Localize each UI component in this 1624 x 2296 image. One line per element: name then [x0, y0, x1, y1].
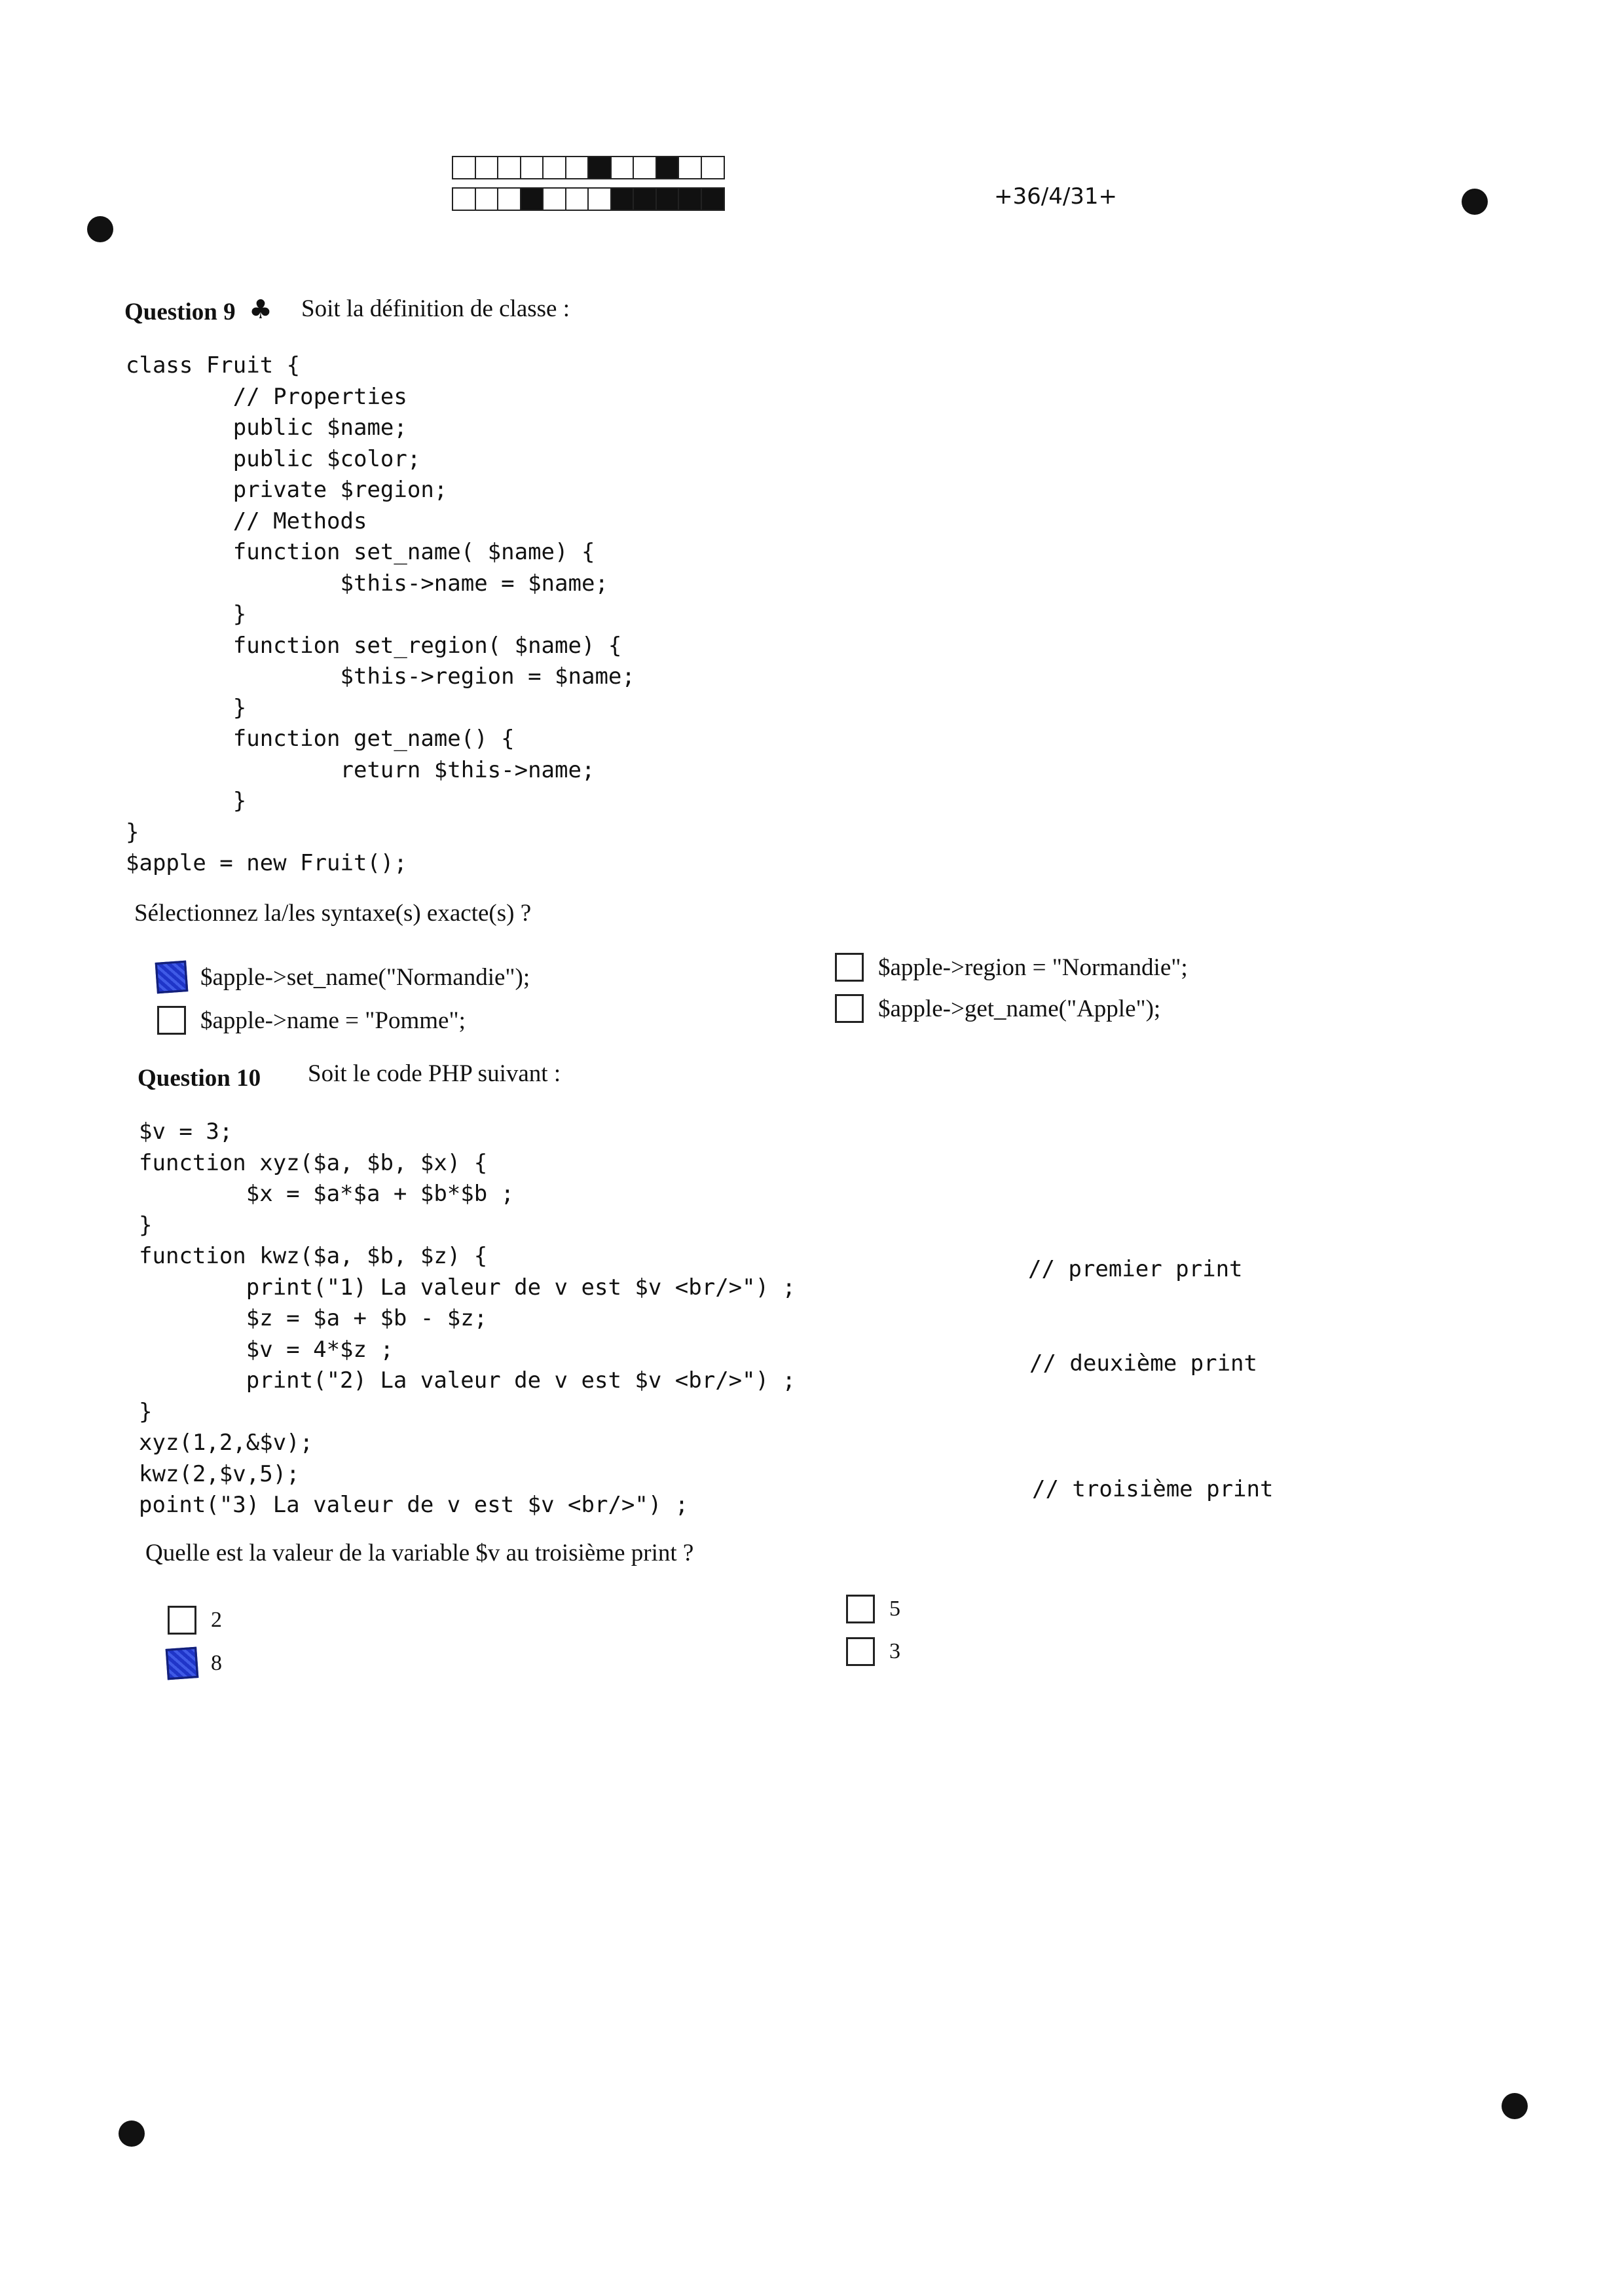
code-line: print("1) La valeur de v est $v <br/>") ; — [139, 1274, 796, 1301]
page-id: +36/4/31+ — [994, 183, 1118, 210]
q10-answer-3[interactable] — [846, 1595, 900, 1623]
code-line: function xyz($a, $b, $x) { — [139, 1149, 488, 1176]
q10-answer-2[interactable] — [168, 1649, 222, 1678]
q9-answer-3[interactable] — [835, 953, 1188, 982]
barcode-cell — [475, 156, 499, 179]
code-line: class Fruit { — [126, 352, 301, 379]
barcode-cell — [633, 187, 657, 211]
barcode-cell — [520, 156, 544, 179]
barcode-cell — [452, 187, 476, 211]
code-line: xyz(1,2,&$v); — [139, 1430, 314, 1456]
barcode-cell — [655, 187, 680, 211]
code-line: $this->region = $name; — [126, 663, 635, 690]
q9-answer-1[interactable] — [157, 963, 530, 991]
answer-label: $apple->region = "Normandie"; — [878, 954, 1188, 981]
barcode-cell — [655, 156, 680, 179]
barcode-cell — [565, 187, 589, 211]
question-10-prompt: Soit le code PHP suivant : — [308, 1060, 561, 1087]
barcode-row-1 — [452, 156, 723, 179]
checkbox[interactable] — [846, 1637, 875, 1666]
barcode-cell — [475, 187, 499, 211]
code-line: } — [126, 819, 139, 845]
question-9-title: Question 9 — [124, 299, 236, 325]
barcode-cell — [497, 156, 521, 179]
code-line: public $color; — [126, 445, 421, 472]
q9-answer-4[interactable] — [835, 994, 1160, 1023]
code-line: public $name; — [126, 415, 407, 441]
code-line: function get_name() { — [126, 726, 515, 752]
code-line: kwz(2,$v,5); — [139, 1460, 300, 1487]
code-line: function kwz($a, $b, $z) { — [139, 1243, 488, 1269]
code-line: } — [139, 1398, 153, 1425]
answer-label: 5 — [889, 1597, 900, 1621]
checkbox[interactable] — [166, 1647, 199, 1680]
question-9-prompt: Soit la définition de classe : — [301, 295, 570, 322]
answer-label: $apple->name = "Pomme"; — [200, 1007, 466, 1034]
comment-premier-print: // premier print — [1028, 1256, 1243, 1282]
code-line: $apple = new Fruit(); — [126, 850, 407, 876]
comment-troisieme-print: // troisième print — [1032, 1476, 1274, 1502]
registration-mark-bottom-left — [119, 2120, 145, 2147]
answer-label: $apple->set_name("Normandie"); — [200, 963, 530, 991]
q10-answer-1[interactable] — [168, 1606, 222, 1635]
answer-label: 8 — [211, 1651, 222, 1675]
barcode-cell — [610, 156, 635, 179]
barcode-cell — [610, 187, 635, 211]
answer-label: 3 — [889, 1639, 900, 1663]
barcode-cell — [497, 187, 521, 211]
code-line: } — [126, 788, 247, 814]
code-line: function set_name( $name) { — [126, 539, 595, 565]
barcode-cell — [587, 187, 612, 211]
code-line: $z = $a + $b - $z; — [139, 1305, 488, 1331]
barcode-cell — [701, 187, 725, 211]
question-9-question: Sélectionnez la/les syntaxe(s) exacte(s) ? — [134, 900, 532, 927]
checkbox[interactable] — [846, 1595, 875, 1623]
code-line: } — [126, 694, 247, 721]
q9-answer-2[interactable] — [157, 1006, 466, 1035]
q10-answer-4[interactable] — [846, 1637, 900, 1666]
answer-label: $apple->get_name("Apple"); — [878, 995, 1161, 1022]
code-line: point("3) La valeur de v est $v <br/>") ; — [139, 1492, 689, 1518]
code-line: } — [126, 601, 247, 627]
barcode-cell — [542, 187, 566, 211]
checkbox[interactable] — [155, 961, 189, 994]
code-line: $v = 3; — [139, 1119, 233, 1145]
code-line: $v = 4*$z ; — [139, 1336, 394, 1363]
question-10-question: Quelle est la valeur de la variable $v au troisième print ? — [145, 1540, 694, 1566]
registration-mark-top-right — [1462, 189, 1488, 215]
barcode-cell — [565, 156, 589, 179]
barcode-cell — [587, 156, 612, 179]
code-line: // Methods — [126, 508, 367, 534]
code-line: // Properties — [126, 383, 407, 410]
code-line: private $region; — [126, 477, 448, 503]
code-line: function set_region( $name) { — [126, 632, 622, 659]
checkbox[interactable] — [168, 1606, 196, 1635]
club-icon: ♣ — [249, 295, 272, 325]
registration-mark-top-left — [87, 216, 113, 242]
question-10-title: Question 10 — [138, 1065, 261, 1092]
code-line: $x = $a*$a + $b*$b ; — [139, 1181, 515, 1207]
question-9-code — [126, 350, 635, 880]
barcode-cell — [678, 187, 702, 211]
barcode-cell — [633, 156, 657, 179]
barcode-cell — [678, 156, 702, 179]
checkbox[interactable] — [157, 1006, 186, 1035]
comment-deuxieme-print: // deuxième print — [1029, 1350, 1257, 1377]
checkbox[interactable] — [835, 953, 864, 982]
barcode-cell — [701, 156, 725, 179]
barcode-cell — [452, 156, 476, 179]
barcode-cell — [520, 187, 544, 211]
code-line: print("2) La valeur de v est $v <br/>") ; — [139, 1367, 796, 1394]
barcode-row-2 — [452, 187, 723, 211]
registration-mark-bottom-right — [1502, 2093, 1528, 2119]
barcode-cell — [542, 156, 566, 179]
question-10-code — [139, 1117, 796, 1521]
code-line: } — [139, 1212, 153, 1238]
answer-label: 2 — [211, 1608, 222, 1632]
code-line: return $this->name; — [126, 756, 595, 783]
checkbox[interactable] — [835, 994, 864, 1023]
code-line: $this->name = $name; — [126, 570, 608, 597]
